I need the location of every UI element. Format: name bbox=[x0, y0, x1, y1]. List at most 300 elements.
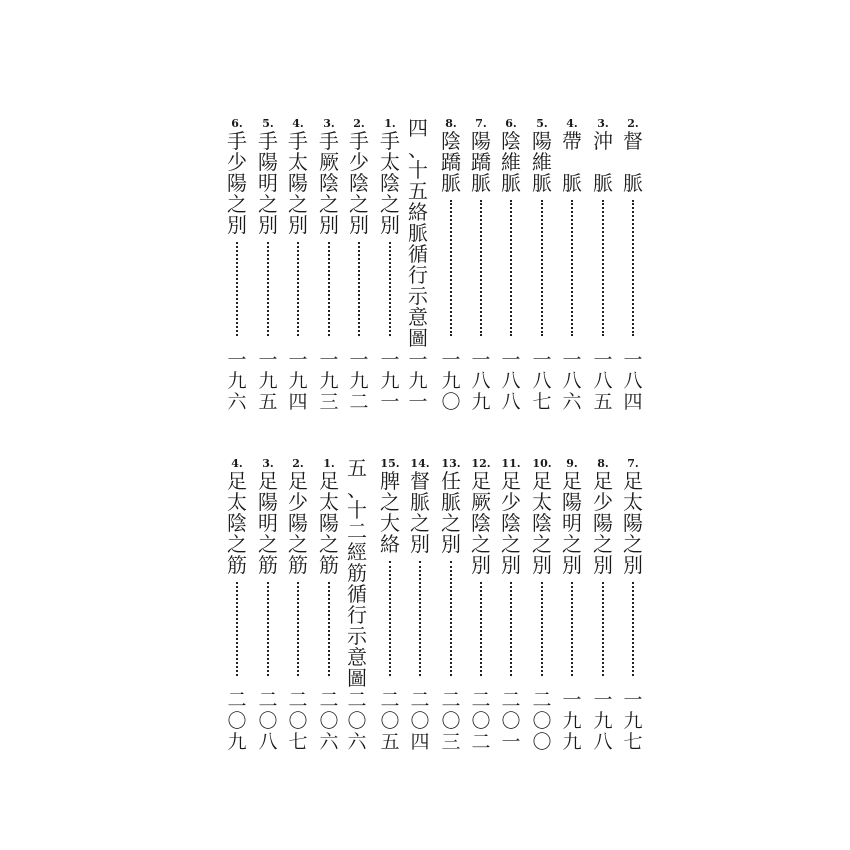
toc-title-glyph: 陽 bbox=[593, 511, 613, 535]
toc-page-number bbox=[378, 350, 402, 413]
dotted-leader bbox=[480, 582, 482, 676]
toc-title-glyph: 之 bbox=[349, 192, 369, 216]
toc-page-glyph: 八 bbox=[593, 370, 613, 392]
toc-title-glyph: 之 bbox=[319, 532, 339, 556]
toc-title-glyph: 十 bbox=[347, 498, 367, 522]
toc-page-glyph: 八 bbox=[562, 370, 582, 392]
toc-title-glyph: 足 bbox=[532, 469, 552, 493]
toc-title-glyph: 脈 bbox=[441, 171, 461, 195]
toc-entry bbox=[256, 458, 280, 758]
toc-entry-title bbox=[439, 458, 463, 555]
toc-title-glyph: 太 bbox=[380, 150, 400, 174]
toc-page-glyph: 〇 bbox=[380, 710, 400, 732]
toc-page-number bbox=[621, 350, 645, 413]
toc-page-glyph: 〇 bbox=[441, 710, 461, 732]
toc-entry bbox=[591, 118, 615, 418]
toc-title-glyph: 陰 bbox=[501, 129, 521, 153]
toc-entry bbox=[591, 458, 615, 758]
toc-title-glyph: 少 bbox=[288, 490, 308, 514]
toc-title-glyph: 陽 bbox=[258, 490, 278, 514]
toc-page-glyph: 八 bbox=[532, 370, 552, 392]
toc-page-number bbox=[225, 350, 249, 413]
dotted-leader bbox=[267, 582, 269, 676]
dotted-leader bbox=[297, 582, 299, 676]
toc-title-glyph: 脈 bbox=[410, 490, 430, 514]
toc-title-glyph: 圖 bbox=[408, 326, 428, 350]
dotted-leader bbox=[267, 242, 269, 336]
toc-page-glyph: 八 bbox=[623, 370, 643, 392]
toc-page-number bbox=[317, 690, 341, 753]
toc-title-glyph: 筋 bbox=[258, 553, 278, 577]
toc-title-glyph: 筋 bbox=[319, 553, 339, 577]
toc-page-glyph: 五 bbox=[593, 391, 613, 413]
dotted-leader bbox=[236, 582, 238, 676]
toc-entry-number: 1. bbox=[323, 457, 335, 470]
toc-page-glyph: 二 bbox=[471, 689, 491, 711]
toc-title-glyph: 經 bbox=[347, 540, 367, 564]
toc-entry-number: 3. bbox=[323, 117, 335, 130]
toc-page-glyph: 一 bbox=[593, 689, 613, 711]
toc-title-glyph: 陰 bbox=[441, 129, 461, 153]
toc-title-glyph: 陽 bbox=[288, 171, 308, 195]
toc-title-glyph: 陰 bbox=[349, 171, 369, 195]
toc-title-glyph: 大 bbox=[380, 511, 400, 535]
dotted-leader bbox=[480, 200, 482, 336]
toc-page-glyph: 七 bbox=[532, 391, 552, 413]
toc-page-glyph: 二 bbox=[347, 689, 367, 711]
toc-entry-number: 6. bbox=[231, 117, 243, 130]
toc-title-glyph: 太 bbox=[227, 490, 247, 514]
toc-page-glyph: 一 bbox=[408, 349, 428, 371]
toc-title-glyph: 陰 bbox=[471, 511, 491, 535]
toc-entry-number: 11. bbox=[501, 457, 521, 470]
toc-page-number bbox=[530, 350, 554, 413]
toc-page-glyph: 九 bbox=[441, 370, 461, 392]
toc-page-glyph: 一 bbox=[227, 349, 247, 371]
toc-title-glyph: 手 bbox=[258, 129, 278, 153]
toc-page-number bbox=[317, 350, 341, 413]
toc-page-glyph: 六 bbox=[319, 731, 339, 753]
toc-page-glyph: 二 bbox=[258, 689, 278, 711]
toc-entry-number: 8. bbox=[597, 457, 609, 470]
toc-entry-number: 7. bbox=[475, 117, 487, 130]
toc-title-glyph: 陽 bbox=[471, 129, 491, 153]
toc-page-glyph: 八 bbox=[258, 731, 278, 753]
toc-page-glyph: 六 bbox=[227, 391, 247, 413]
toc-title-glyph: 脈 bbox=[471, 171, 491, 195]
toc-title-glyph: 脈 bbox=[501, 171, 521, 195]
toc-title-glyph: 五 bbox=[408, 179, 428, 203]
toc-page-glyph: 九 bbox=[258, 370, 278, 392]
toc-page-glyph: 二 bbox=[441, 689, 461, 711]
toc-title-glyph: 少 bbox=[593, 490, 613, 514]
toc-entry bbox=[530, 118, 554, 418]
toc-page-glyph: 二 bbox=[380, 689, 400, 711]
toc-title-glyph: 別 bbox=[623, 553, 643, 577]
toc-entry bbox=[499, 458, 523, 758]
toc-page-glyph: 二 bbox=[410, 689, 430, 711]
toc-entry bbox=[439, 458, 463, 758]
toc-title-glyph: 之 bbox=[623, 532, 643, 556]
toc-title-glyph: 陽 bbox=[319, 511, 339, 535]
toc-page-glyph: 九 bbox=[471, 391, 491, 413]
toc-page-glyph: 〇 bbox=[319, 710, 339, 732]
toc-title-glyph: 脈 bbox=[408, 221, 428, 245]
toc-entry bbox=[560, 458, 584, 758]
toc-entry-title bbox=[225, 458, 249, 576]
toc-title-glyph: 陰 bbox=[532, 511, 552, 535]
toc-entry-number: 4. bbox=[231, 457, 243, 470]
toc-title-glyph: 督 bbox=[623, 129, 643, 153]
toc-title-glyph: 太 bbox=[288, 150, 308, 174]
toc-page-glyph: 一 bbox=[501, 349, 521, 371]
toc-entry bbox=[408, 458, 432, 758]
toc-page-glyph: 二 bbox=[349, 391, 369, 413]
toc-page-glyph: 〇 bbox=[288, 710, 308, 732]
toc-title-glyph: 厥 bbox=[319, 150, 339, 174]
toc-entry bbox=[621, 458, 645, 758]
toc-entry bbox=[378, 458, 402, 758]
toc-page-glyph: 三 bbox=[319, 391, 339, 413]
toc-page-number bbox=[347, 350, 371, 413]
dotted-leader bbox=[389, 242, 391, 336]
toc-page-glyph: 四 bbox=[410, 731, 430, 753]
toc-entry-title bbox=[317, 118, 341, 236]
toc-title-glyph: 之 bbox=[227, 192, 247, 216]
toc-title-glyph: 厥 bbox=[471, 490, 491, 514]
toc-page-glyph: 〇 bbox=[471, 710, 491, 732]
toc-entry-title bbox=[347, 118, 371, 236]
toc-entry-number: 14. bbox=[410, 457, 430, 470]
toc-page-glyph: 九 bbox=[562, 710, 582, 732]
toc-page-glyph: 〇 bbox=[258, 710, 278, 732]
toc-title-glyph: 維 bbox=[532, 150, 552, 174]
toc-page-glyph: 七 bbox=[623, 731, 643, 753]
toc-page-glyph: 九 bbox=[380, 370, 400, 392]
toc-page-glyph: 一 bbox=[349, 349, 369, 371]
toc-page-glyph: 一 bbox=[319, 349, 339, 371]
dotted-leader bbox=[389, 561, 391, 676]
toc-title-glyph: 足 bbox=[471, 469, 491, 493]
toc-title-glyph: 筋 bbox=[347, 561, 367, 585]
dotted-leader bbox=[602, 582, 604, 676]
toc-page-glyph: 六 bbox=[562, 391, 582, 413]
toc-page-number bbox=[408, 690, 432, 753]
toc-title-glyph: 別 bbox=[349, 213, 369, 237]
toc-title-glyph: 蹻 bbox=[441, 150, 461, 174]
toc-page-number bbox=[469, 350, 493, 413]
toc-entry bbox=[256, 118, 280, 418]
toc-title-glyph: 手 bbox=[227, 129, 247, 153]
toc-title-glyph: 別 bbox=[562, 553, 582, 577]
toc-title-glyph: 脈 bbox=[623, 171, 643, 195]
dotted-leader bbox=[236, 242, 238, 336]
toc-entry-title bbox=[469, 118, 493, 194]
toc-page-glyph: 六 bbox=[347, 731, 367, 753]
toc-page-glyph: 四 bbox=[288, 391, 308, 413]
toc-entry bbox=[469, 118, 493, 418]
toc-title-glyph: 足 bbox=[501, 469, 521, 493]
toc-page-glyph: 一 bbox=[471, 349, 491, 371]
toc-entry-number: 13. bbox=[441, 457, 461, 470]
toc-title-glyph: 足 bbox=[562, 469, 582, 493]
toc-title-glyph: 陽 bbox=[258, 150, 278, 174]
toc-page-glyph: 四 bbox=[623, 391, 643, 413]
toc-entry-number: 10. bbox=[532, 457, 552, 470]
toc-entry bbox=[439, 118, 463, 418]
toc-entry-title bbox=[408, 458, 432, 555]
toc-page-glyph: 一 bbox=[288, 349, 308, 371]
toc-page-glyph: 九 bbox=[349, 370, 369, 392]
toc-title-glyph: 之 bbox=[410, 511, 430, 535]
toc-page-glyph: 九 bbox=[408, 370, 428, 392]
toc-page-number bbox=[560, 350, 584, 413]
toc-page-glyph: 一 bbox=[380, 349, 400, 371]
toc-page-glyph: 一 bbox=[593, 349, 613, 371]
dotted-leader bbox=[602, 200, 604, 336]
toc-entry-title bbox=[345, 458, 369, 689]
toc-page-glyph: 一 bbox=[408, 391, 428, 413]
toc-title-glyph: 陽 bbox=[623, 511, 643, 535]
toc-title-glyph: 脈 bbox=[593, 171, 613, 195]
toc-title-glyph: 示 bbox=[408, 284, 428, 308]
toc-title-glyph: 陽 bbox=[562, 490, 582, 514]
toc-entry-number: 9. bbox=[566, 457, 578, 470]
toc-title-glyph: 、 bbox=[347, 477, 367, 501]
toc-title-glyph: 脈 bbox=[562, 171, 582, 195]
toc-page-glyph: 一 bbox=[380, 391, 400, 413]
toc-page-glyph: 九 bbox=[227, 370, 247, 392]
toc-page-glyph: 〇 bbox=[441, 391, 461, 413]
toc-page-number bbox=[499, 350, 523, 413]
toc-title-glyph: 足 bbox=[227, 469, 247, 493]
toc-title-glyph: 別 bbox=[441, 532, 461, 556]
toc-page-glyph: 一 bbox=[532, 349, 552, 371]
toc-title-glyph: 之 bbox=[380, 490, 400, 514]
toc-page-glyph: 〇 bbox=[410, 710, 430, 732]
dotted-leader bbox=[541, 200, 543, 336]
toc-title-glyph: 陽 bbox=[227, 171, 247, 195]
toc-page-number bbox=[499, 690, 523, 753]
toc-title-glyph: 別 bbox=[593, 553, 613, 577]
toc-title-glyph: 督 bbox=[410, 469, 430, 493]
toc-title-glyph: 四 bbox=[408, 116, 428, 140]
toc-title-glyph: 太 bbox=[623, 490, 643, 514]
toc-page-number bbox=[286, 350, 310, 413]
dotted-leader bbox=[450, 561, 452, 676]
toc-title-glyph: 絡 bbox=[380, 532, 400, 556]
toc-title-glyph: 圖 bbox=[347, 666, 367, 690]
dotted-leader bbox=[541, 582, 543, 676]
toc-title-glyph: 脾 bbox=[380, 469, 400, 493]
toc-page-glyph: 一 bbox=[258, 349, 278, 371]
toc-entry-title bbox=[225, 118, 249, 236]
toc-entry-title bbox=[591, 118, 615, 194]
toc-title-glyph: 沖 bbox=[593, 129, 613, 153]
toc-title-glyph: 別 bbox=[258, 213, 278, 237]
toc-title-glyph: 意 bbox=[347, 645, 367, 669]
toc-title-glyph: 之 bbox=[380, 192, 400, 216]
toc-entry bbox=[499, 118, 523, 418]
toc-entry-title bbox=[469, 458, 493, 576]
dotted-leader bbox=[358, 242, 360, 336]
dotted-leader bbox=[571, 200, 573, 336]
toc-page-glyph: 〇 bbox=[227, 710, 247, 732]
toc-page-glyph: 一 bbox=[562, 689, 582, 711]
toc-title-glyph: 別 bbox=[380, 213, 400, 237]
toc-entry-title bbox=[286, 458, 310, 576]
toc-title-glyph: 手 bbox=[319, 129, 339, 153]
toc-page-number bbox=[439, 690, 463, 753]
toc-title-glyph: 之 bbox=[258, 532, 278, 556]
toc-page-glyph: 三 bbox=[441, 731, 461, 753]
toc-page-glyph: 〇 bbox=[501, 710, 521, 732]
dotted-leader bbox=[450, 200, 452, 336]
toc-page-glyph: 九 bbox=[288, 370, 308, 392]
toc-page-glyph: 五 bbox=[380, 731, 400, 753]
toc-page-glyph: 九 bbox=[593, 710, 613, 732]
toc-page-number bbox=[621, 690, 645, 753]
toc-section-heading bbox=[406, 118, 430, 418]
toc-title-glyph: 少 bbox=[227, 150, 247, 174]
toc-entry bbox=[347, 118, 371, 418]
toc-entry bbox=[225, 458, 249, 758]
toc-page-number bbox=[530, 690, 554, 753]
toc-title-glyph: 別 bbox=[227, 213, 247, 237]
toc-title-glyph: 足 bbox=[258, 469, 278, 493]
upper-toc-block bbox=[0, 118, 850, 418]
toc-title-glyph: 陽 bbox=[288, 511, 308, 535]
dotted-leader bbox=[328, 242, 330, 336]
toc-title-glyph: 之 bbox=[501, 532, 521, 556]
toc-entry-number: 15. bbox=[380, 457, 400, 470]
toc-entry-number: 4. bbox=[292, 117, 304, 130]
toc-entry-number: 7. bbox=[627, 457, 639, 470]
toc-entry bbox=[378, 118, 402, 418]
toc-title-glyph: 絡 bbox=[408, 200, 428, 224]
toc-title-glyph: 之 bbox=[288, 532, 308, 556]
toc-entry-title bbox=[406, 118, 430, 349]
toc-page-glyph: 八 bbox=[593, 731, 613, 753]
toc-entry-number: 8. bbox=[445, 117, 457, 130]
toc-title-glyph: 之 bbox=[562, 532, 582, 556]
toc-page-glyph: 〇 bbox=[347, 710, 367, 732]
toc-entry bbox=[225, 118, 249, 418]
toc-entry-title bbox=[256, 118, 280, 236]
toc-entry bbox=[317, 118, 341, 418]
toc-entry-title bbox=[621, 118, 645, 194]
dotted-leader bbox=[510, 200, 512, 336]
toc-title-glyph: 別 bbox=[410, 532, 430, 556]
toc-page-number bbox=[256, 350, 280, 413]
toc-title-glyph bbox=[560, 152, 584, 173]
toc-page-glyph: 九 bbox=[227, 731, 247, 753]
toc-title-glyph: 明 bbox=[562, 511, 582, 535]
toc-title-glyph: 別 bbox=[471, 553, 491, 577]
dotted-leader bbox=[419, 561, 421, 676]
toc-section-heading bbox=[345, 458, 369, 758]
toc-entry-title bbox=[560, 458, 584, 576]
toc-entry-number: 5. bbox=[262, 117, 274, 130]
toc-title-glyph: 之 bbox=[593, 532, 613, 556]
toc-page-glyph: 二 bbox=[501, 689, 521, 711]
toc-title-glyph: 維 bbox=[501, 150, 521, 174]
toc-title-glyph: 行 bbox=[347, 603, 367, 627]
toc-page-glyph: 八 bbox=[501, 370, 521, 392]
toc-page-number bbox=[345, 690, 369, 753]
toc-entry-number: 2. bbox=[627, 117, 639, 130]
toc-page-glyph: 一 bbox=[623, 349, 643, 371]
toc-page-glyph: 七 bbox=[288, 731, 308, 753]
toc-page-number bbox=[286, 690, 310, 753]
toc-title-glyph: 意 bbox=[408, 305, 428, 329]
toc-title-glyph: 之 bbox=[319, 192, 339, 216]
toc-page-glyph: 〇 bbox=[532, 731, 552, 753]
toc-page-glyph: 二 bbox=[532, 689, 552, 711]
toc-page-glyph: 一 bbox=[441, 349, 461, 371]
toc-entry bbox=[621, 118, 645, 418]
toc-title-glyph: 之 bbox=[441, 511, 461, 535]
toc-page-glyph: 二 bbox=[227, 689, 247, 711]
toc-title-glyph: 別 bbox=[288, 213, 308, 237]
toc-title-glyph: 明 bbox=[258, 511, 278, 535]
toc-title-glyph: 別 bbox=[532, 553, 552, 577]
toc-page-number bbox=[225, 690, 249, 753]
toc-title-glyph: 循 bbox=[347, 582, 367, 606]
toc-title-glyph: 五 bbox=[347, 456, 367, 480]
toc-title-glyph: 示 bbox=[347, 624, 367, 648]
toc-entry bbox=[560, 118, 584, 418]
toc-page-glyph: 〇 bbox=[532, 710, 552, 732]
toc-title-glyph: 足 bbox=[593, 469, 613, 493]
toc-entry bbox=[286, 458, 310, 758]
toc-page-glyph: 二 bbox=[319, 689, 339, 711]
toc-title-glyph: 、 bbox=[408, 137, 428, 161]
toc-entry-title bbox=[530, 118, 554, 194]
toc-title-glyph: 陰 bbox=[501, 511, 521, 535]
toc-page-glyph: 九 bbox=[623, 710, 643, 732]
toc-title-glyph: 太 bbox=[319, 490, 339, 514]
toc-title-glyph: 少 bbox=[349, 150, 369, 174]
toc-page-glyph: 九 bbox=[562, 731, 582, 753]
toc-entry-number: 6. bbox=[505, 117, 517, 130]
toc-page-number bbox=[591, 690, 615, 753]
toc-entry bbox=[317, 458, 341, 758]
toc-title-glyph: 足 bbox=[319, 469, 339, 493]
toc-page-number bbox=[469, 690, 493, 753]
toc-title-glyph: 陰 bbox=[380, 171, 400, 195]
toc-page-glyph: 一 bbox=[562, 349, 582, 371]
toc-entry-title bbox=[499, 118, 523, 194]
dotted-leader bbox=[571, 582, 573, 676]
toc-entry-title bbox=[530, 458, 554, 576]
dotted-leader bbox=[297, 242, 299, 336]
toc-title-glyph: 筋 bbox=[288, 553, 308, 577]
toc-title-glyph: 帶 bbox=[562, 129, 582, 153]
toc-entry bbox=[469, 458, 493, 758]
toc-title-glyph: 足 bbox=[623, 469, 643, 493]
toc-title-glyph: 別 bbox=[319, 213, 339, 237]
toc-title-glyph: 之 bbox=[227, 532, 247, 556]
toc-entry-title bbox=[591, 458, 615, 576]
toc-entry-title bbox=[378, 458, 402, 555]
toc-entry-number: 2. bbox=[353, 117, 365, 130]
toc-page-number bbox=[439, 350, 463, 413]
toc-entry-number: 2. bbox=[292, 457, 304, 470]
toc-entry-title bbox=[256, 458, 280, 576]
toc-title-glyph: 手 bbox=[380, 129, 400, 153]
toc-title-glyph: 筋 bbox=[227, 553, 247, 577]
